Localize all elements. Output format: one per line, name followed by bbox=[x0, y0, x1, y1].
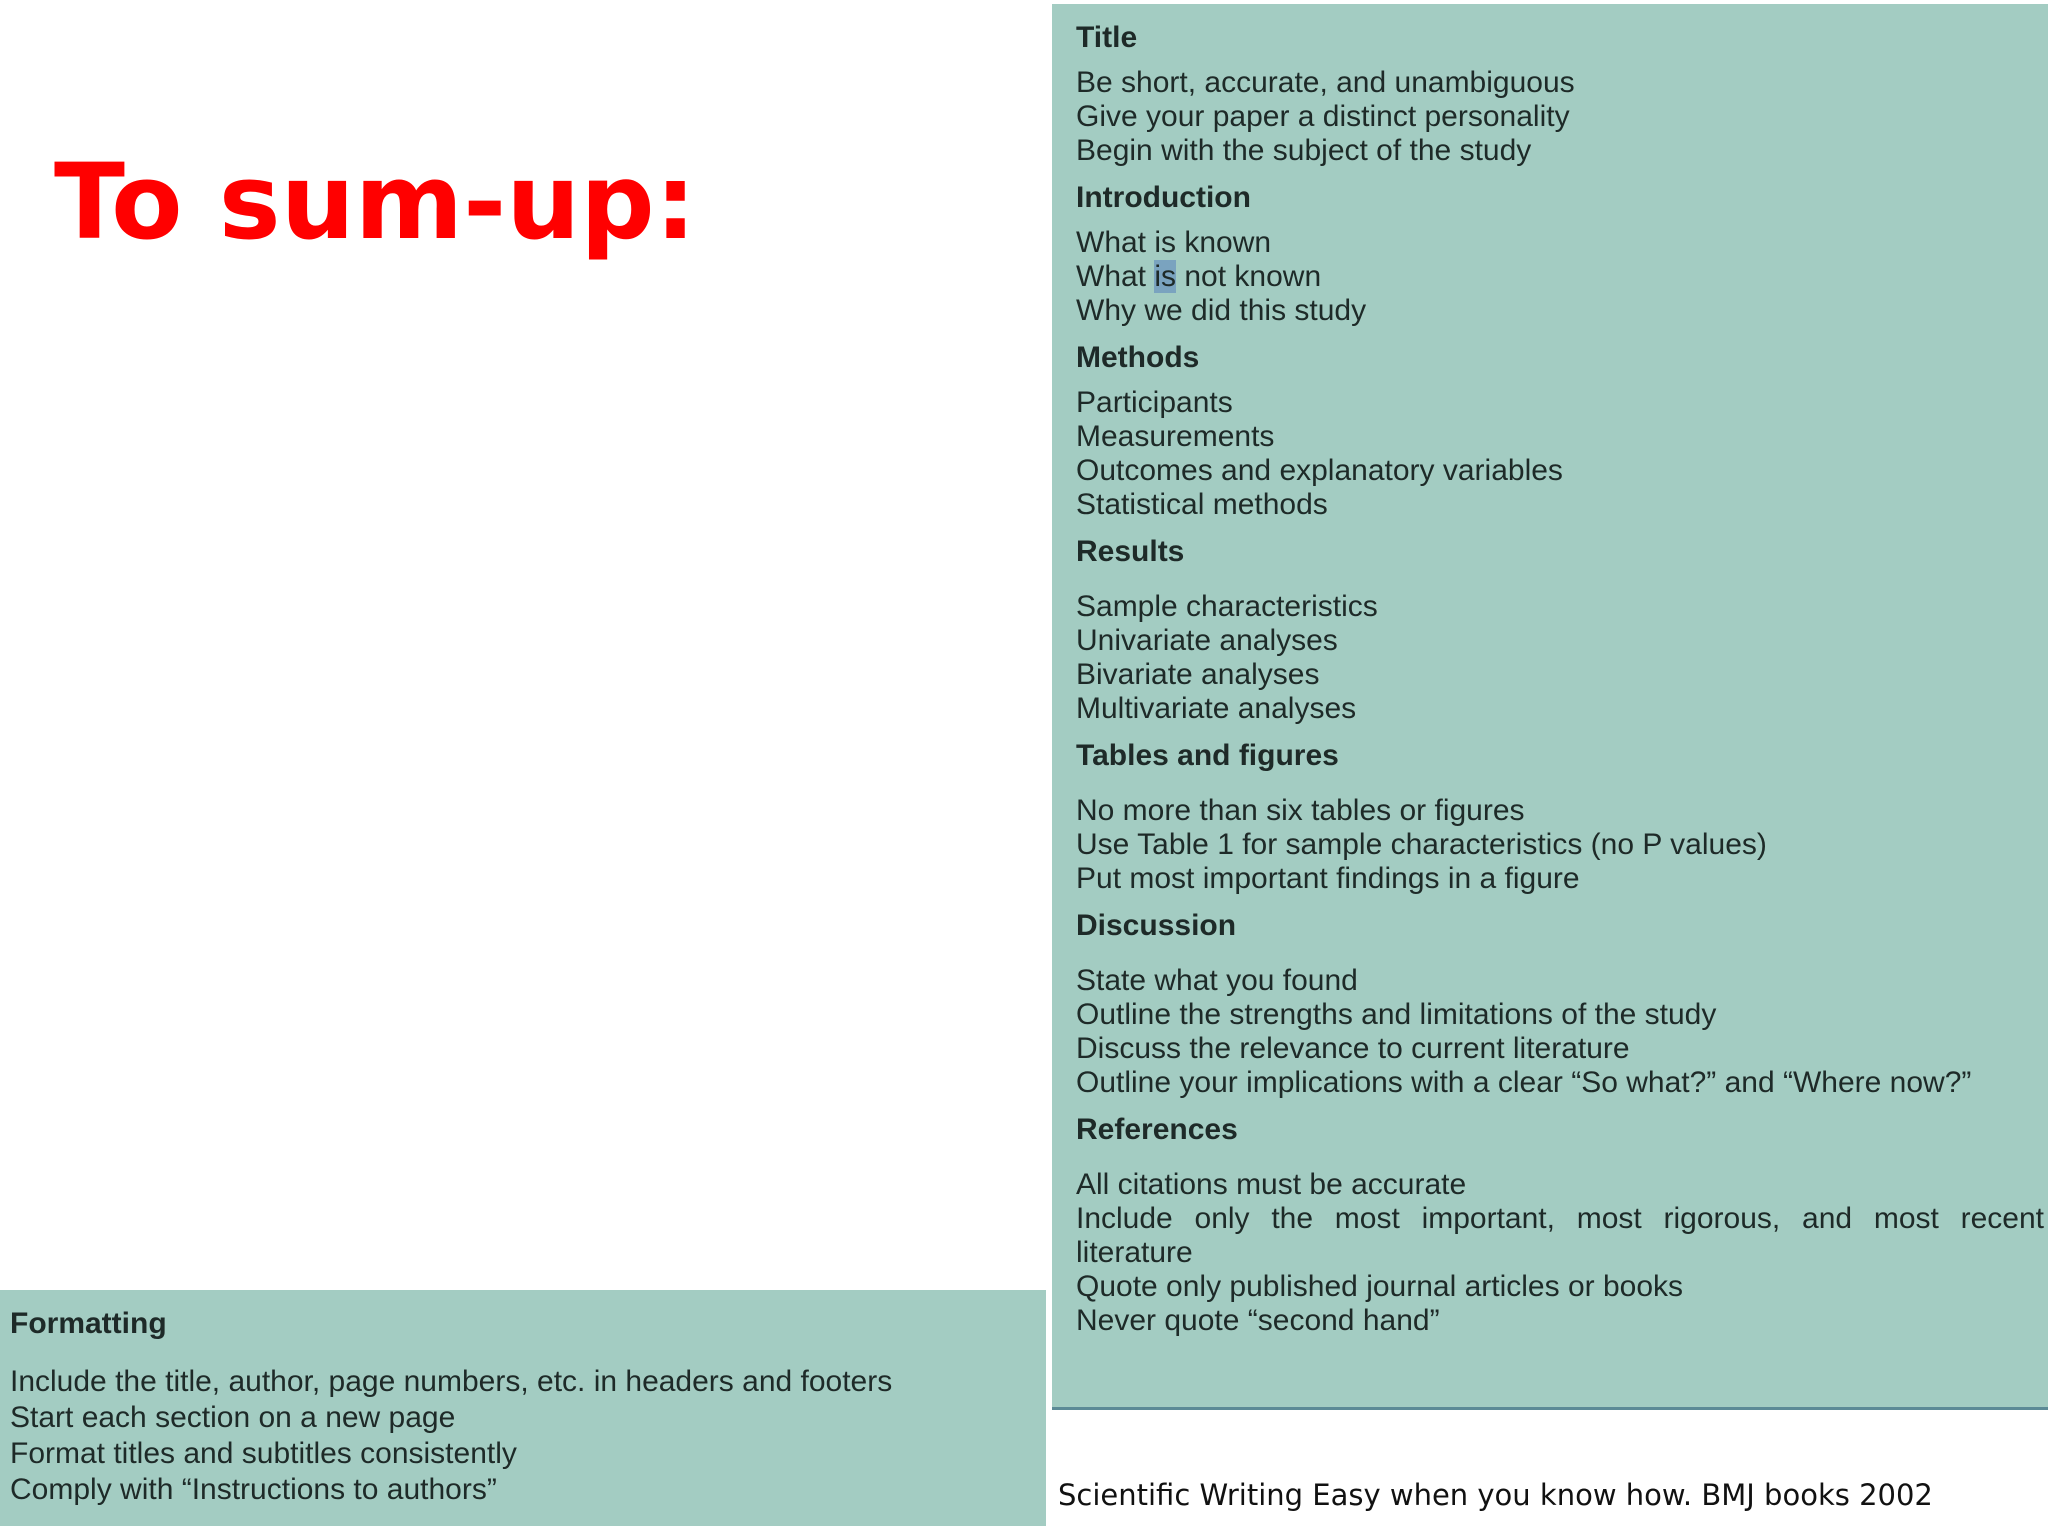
formatting-items bbox=[10, 1364, 1034, 1508]
list-item: Multivariate analyses bbox=[1076, 692, 1357, 725]
paper-structure-panel bbox=[1052, 4, 2048, 1410]
formatting-panel bbox=[0, 1290, 1046, 1526]
list-item: Give your paper a distinct personality bbox=[1076, 100, 1570, 133]
section-items bbox=[1076, 794, 2038, 896]
list-item: Outline the strengths and limitations of the study bbox=[1076, 998, 1717, 1031]
section-items bbox=[1076, 964, 2038, 1100]
list-item: Begin with the subject of the study bbox=[1076, 134, 1532, 167]
section-items bbox=[1076, 66, 2038, 168]
list-item: No more than six tables or figures bbox=[1076, 794, 1525, 827]
list-item: Measurements bbox=[1076, 420, 1275, 453]
formatting-heading: Formatting bbox=[10, 1307, 167, 1340]
list-item: Univariate analyses bbox=[1076, 624, 1338, 657]
section-tables-and-figures bbox=[1076, 738, 2038, 896]
list-item: Bivariate analyses bbox=[1076, 658, 1320, 691]
section-heading: Tables and figures bbox=[1076, 739, 1339, 772]
section-heading: Results bbox=[1076, 535, 1185, 568]
list-item-highlighted: What is not known bbox=[1076, 260, 1322, 293]
source-caption: Scientific Writing Easy when you know how. BMJ books 2002 bbox=[1058, 1478, 1933, 1512]
list-item: All citations must be accurate bbox=[1076, 1168, 1467, 1201]
list-item: Comply with “Instructions to authors” bbox=[10, 1473, 497, 1506]
section-references bbox=[1076, 1112, 2044, 1338]
section-discussion bbox=[1076, 908, 2038, 1100]
selection-highlight: is bbox=[1154, 260, 1177, 293]
wrapped-line: literature bbox=[1076, 1236, 1193, 1269]
list-item: Format titles and subtitles consistently bbox=[10, 1437, 517, 1470]
section-title bbox=[1076, 20, 2038, 168]
list-item: Sample characteristics bbox=[1076, 590, 1378, 623]
list-item: Outcomes and explanatory variables bbox=[1076, 454, 1563, 487]
list-item: Discuss the relevance to current literature bbox=[1076, 1032, 1630, 1065]
list-item bbox=[1076, 1202, 2044, 1270]
list-item: Be short, accurate, and unambiguous bbox=[1076, 66, 1575, 99]
wrapped-line: Include only the most important, most rigorous, and most recent bbox=[1076, 1202, 2044, 1235]
list-item: Participants bbox=[1076, 386, 1233, 419]
section-items bbox=[1076, 226, 2038, 328]
section-introduction bbox=[1076, 180, 2038, 328]
section-results bbox=[1076, 534, 2038, 726]
slide-title: To sum-up: bbox=[54, 141, 697, 263]
list-item: Quote only published journal articles or books bbox=[1076, 1270, 1684, 1303]
section-heading: Introduction bbox=[1076, 181, 1251, 214]
section-items bbox=[1076, 386, 2038, 522]
list-item: Outline your implications with a clear “So what?” and “Where now?” bbox=[1076, 1066, 1972, 1099]
list-item: Include the title, author, page numbers, etc. in headers and footers bbox=[10, 1365, 893, 1398]
list-item: Put most important findings in a figure bbox=[1076, 862, 1580, 895]
section-heading: References bbox=[1076, 1113, 1238, 1146]
section-heading: Methods bbox=[1076, 341, 1200, 374]
list-item: Use Table 1 for sample characteristics (no P values) bbox=[1076, 828, 1767, 861]
list-item: What is known bbox=[1076, 226, 1272, 259]
list-item: State what you found bbox=[1076, 964, 1358, 997]
list-item: Start each section on a new page bbox=[10, 1401, 456, 1434]
section-items bbox=[1076, 590, 2038, 726]
list-item: Statistical methods bbox=[1076, 488, 1328, 521]
section-heading: Title bbox=[1076, 21, 1138, 54]
section-heading: Discussion bbox=[1076, 909, 1237, 942]
list-item: Why we did this study bbox=[1076, 294, 1367, 327]
list-item: Never quote “second hand” bbox=[1076, 1304, 1440, 1337]
section-items bbox=[1076, 1168, 2044, 1338]
section-methods bbox=[1076, 340, 2038, 522]
